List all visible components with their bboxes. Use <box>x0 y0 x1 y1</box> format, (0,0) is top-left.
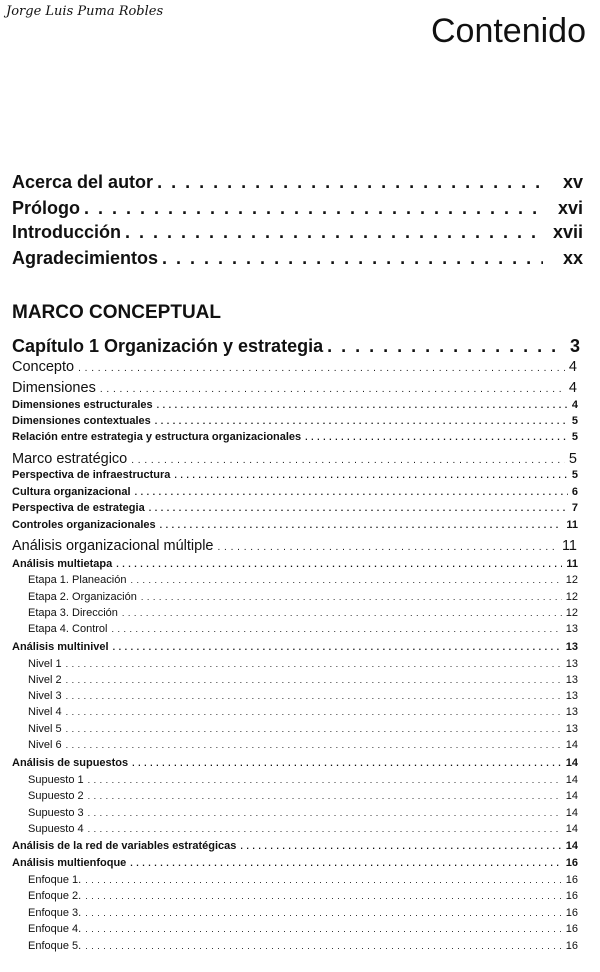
dot-leader <box>327 336 566 357</box>
dot-leader <box>305 432 568 442</box>
entry-label: Introducción <box>12 222 121 242</box>
chapter-entry[interactable] <box>0 336 600 357</box>
entry-page-number: 12 <box>565 591 578 603</box>
dot-leader <box>125 222 543 243</box>
entry-label: Relación entre estrategia y estructura organizacionales <box>12 431 302 443</box>
dot-leader <box>130 858 561 868</box>
entry-label: Concepto <box>12 359 75 375</box>
entry-label: Supuesto 2 <box>28 790 84 802</box>
entry-label: Enfoque 4. <box>28 923 82 935</box>
toc-entry-level-2[interactable] <box>0 399 600 411</box>
dot-leader <box>240 841 561 851</box>
chapter-label: Capítulo 1 Organización y estrategia <box>12 336 324 356</box>
dot-leader <box>135 487 568 497</box>
toc-entry-level-3[interactable] <box>0 706 600 718</box>
entry-page-number: 5 <box>571 469 578 481</box>
toc-entry-level-2[interactable] <box>0 757 600 769</box>
entry-label: Etapa 4. Control <box>28 623 108 635</box>
entry-page-number: 13 <box>565 641 578 653</box>
entry-label: Perspectiva de infraestructura <box>12 469 171 481</box>
entry-page-number: 13 <box>565 623 578 635</box>
dot-leader <box>66 724 562 734</box>
toc-entry-level-2[interactable] <box>0 502 600 514</box>
entry-label: Enfoque 2. <box>28 890 82 902</box>
dot-leader <box>66 659 562 669</box>
toc-entry-level-3[interactable] <box>0 607 600 619</box>
entry-label: Prólogo <box>12 198 80 218</box>
entry-page-number: 11 <box>561 538 577 554</box>
entry-page-number: 14 <box>565 757 578 769</box>
front-matter-entry[interactable] <box>0 198 600 219</box>
toc-entry-level-3[interactable] <box>0 739 600 751</box>
dot-leader <box>85 908 562 918</box>
toc-entry-level-3[interactable] <box>0 923 600 935</box>
entry-page-number: 5 <box>568 451 577 467</box>
dot-leader <box>112 624 562 634</box>
toc-entry-level-3[interactable] <box>0 940 600 952</box>
entry-label: Análisis de la red de variables estratégicas <box>12 840 237 852</box>
dot-leader <box>66 707 562 717</box>
toc-entry-level-3[interactable] <box>0 574 600 586</box>
dot-leader <box>85 941 562 951</box>
entry-label: Perspectiva de estrategia <box>12 502 145 514</box>
entry-page-number: 16 <box>565 923 578 935</box>
entry-label: Análisis de supuestos <box>12 757 129 769</box>
entry-page-number: 16 <box>565 874 578 886</box>
front-matter-entry[interactable] <box>0 248 600 269</box>
toc-entry-level-2[interactable] <box>0 519 600 531</box>
dot-leader <box>66 691 562 701</box>
entry-label: Supuesto 1 <box>28 774 84 786</box>
entry-page-number: 11 <box>566 558 578 570</box>
dot-leader <box>157 400 568 410</box>
dot-leader <box>122 608 562 618</box>
toc-entry-level-2[interactable] <box>0 415 600 427</box>
entry-label: Enfoque 3. <box>28 907 82 919</box>
entry-label: Etapa 2. Organización <box>28 591 137 603</box>
toc-entry-level-3[interactable] <box>0 723 600 735</box>
toc-entry-level-1[interactable] <box>0 359 600 375</box>
dot-leader <box>218 542 558 553</box>
entry-label: Nivel 4 <box>28 706 62 718</box>
dot-leader <box>149 503 568 513</box>
entry-label: Análisis organizacional múltiple <box>12 538 214 554</box>
entry-label: Acerca del autor <box>12 172 154 192</box>
toc-entry-level-3[interactable] <box>0 623 600 635</box>
dot-leader <box>88 791 562 801</box>
entry-page-number: 13 <box>565 706 578 718</box>
section-title: MARCO CONCEPTUAL <box>12 302 221 323</box>
toc-entry-level-3[interactable] <box>0 774 600 786</box>
entry-page-number: 4 <box>568 359 577 375</box>
toc-entry-level-3[interactable] <box>0 591 600 603</box>
chapter-page-number: 3 <box>569 336 580 356</box>
entry-page-number: 16 <box>565 890 578 902</box>
entry-label: Marco estratégico <box>12 451 128 467</box>
dot-leader <box>78 363 565 374</box>
dot-leader <box>113 642 562 652</box>
page-title: Contenido <box>430 12 586 50</box>
entry-page-number: xx <box>562 248 583 268</box>
dot-leader <box>174 470 568 480</box>
toc-entry-level-2[interactable] <box>0 558 600 570</box>
running-head-author: Jorge Luis Puma Robles <box>6 4 164 19</box>
dot-leader <box>88 824 562 834</box>
entry-label: Análisis multienfoque <box>12 857 127 869</box>
entry-label: Nivel 1 <box>28 658 62 670</box>
entry-page-number: 13 <box>565 690 578 702</box>
dot-leader <box>131 455 565 466</box>
dot-leader <box>155 416 568 426</box>
entry-page-number: 13 <box>565 674 578 686</box>
entry-page-number: 13 <box>565 658 578 670</box>
dot-leader <box>85 891 562 901</box>
entry-label: Etapa 1. Planeación <box>28 574 127 586</box>
dot-leader <box>132 758 562 768</box>
entry-page-number: 16 <box>565 907 578 919</box>
front-matter-entry[interactable] <box>0 172 600 193</box>
toc-entry-level-1[interactable] <box>0 538 600 554</box>
entry-label: Nivel 2 <box>28 674 62 686</box>
dot-leader <box>100 384 565 395</box>
dot-leader <box>116 559 562 569</box>
entry-page-number: 13 <box>565 723 578 735</box>
dot-leader <box>66 675 562 685</box>
toc-entry-level-3[interactable] <box>0 874 600 886</box>
toc-entry-level-3[interactable] <box>0 907 600 919</box>
toc-entry-level-3[interactable] <box>0 658 600 670</box>
entry-page-number: 14 <box>565 823 578 835</box>
entry-page-number: 5 <box>571 431 578 443</box>
toc-entry-level-3[interactable] <box>0 690 600 702</box>
toc-entry-level-2[interactable] <box>0 469 600 481</box>
toc-entry-level-2[interactable] <box>0 431 600 443</box>
toc-entry-level-3[interactable] <box>0 790 600 802</box>
toc-entry-level-3[interactable] <box>0 890 600 902</box>
entry-label: Análisis multinivel <box>12 641 109 653</box>
entry-label: Nivel 3 <box>28 690 62 702</box>
entry-label: Enfoque 1. <box>28 874 82 886</box>
entry-page-number: xvi <box>557 198 583 218</box>
entry-page-number: xvii <box>552 222 583 242</box>
toc-entry-level-2[interactable] <box>0 857 600 869</box>
entry-page-number: 7 <box>571 502 578 514</box>
dot-leader <box>141 592 562 602</box>
toc-entry-level-3[interactable] <box>0 807 600 819</box>
dot-leader <box>88 808 562 818</box>
entry-label: Nivel 5 <box>28 723 62 735</box>
toc-entry-level-2[interactable] <box>0 840 600 852</box>
entry-label: Enfoque 5. <box>28 940 82 952</box>
entry-page-number: xv <box>562 172 583 192</box>
entry-page-number: 12 <box>565 574 578 586</box>
entry-label: Cultura organizacional <box>12 486 131 498</box>
dot-leader <box>162 248 543 269</box>
dot-leader <box>130 575 561 585</box>
entry-page-number: 6 <box>571 486 578 498</box>
entry-label: Controles organizacionales <box>12 519 156 531</box>
entry-page-number: 14 <box>565 739 578 751</box>
dot-leader <box>66 740 562 750</box>
front-matter-entry[interactable] <box>0 222 600 243</box>
toc-entry-level-3[interactable] <box>0 674 600 686</box>
toc-entry-level-3[interactable] <box>0 823 600 835</box>
entry-page-number: 11 <box>566 519 578 531</box>
toc-entry-level-1[interactable] <box>0 380 600 396</box>
dot-leader <box>85 924 562 934</box>
entry-page-number: 16 <box>565 857 578 869</box>
dot-leader <box>157 172 543 193</box>
entry-label: Nivel 6 <box>28 739 62 751</box>
entry-label: Supuesto 3 <box>28 807 84 819</box>
entry-page-number: 14 <box>565 790 578 802</box>
entry-page-number: 16 <box>565 940 578 952</box>
toc-entry-level-2[interactable] <box>0 641 600 653</box>
toc-entry-level-2[interactable] <box>0 486 600 498</box>
entry-label: Análisis multietapa <box>12 558 113 570</box>
entry-page-number: 5 <box>571 415 578 427</box>
entry-page-number: 4 <box>568 380 577 396</box>
entry-label: Agradecimientos <box>12 248 159 268</box>
entry-label: Dimensiones estructurales <box>12 399 153 411</box>
entry-page-number: 4 <box>571 399 578 411</box>
entry-label: Etapa 3. Dirección <box>28 607 118 619</box>
entry-page-number: 14 <box>565 807 578 819</box>
entry-label: Dimensiones <box>12 380 96 396</box>
dot-leader <box>85 875 562 885</box>
entry-page-number: 14 <box>565 840 578 852</box>
dot-leader <box>160 520 563 530</box>
dot-leader <box>88 775 562 785</box>
entry-label: Dimensiones contextuales <box>12 415 151 427</box>
dot-leader <box>84 198 543 219</box>
toc-entry-level-1[interactable] <box>0 451 600 467</box>
entry-label: Supuesto 4 <box>28 823 84 835</box>
entry-page-number: 12 <box>565 607 578 619</box>
entry-page-number: 14 <box>565 774 578 786</box>
